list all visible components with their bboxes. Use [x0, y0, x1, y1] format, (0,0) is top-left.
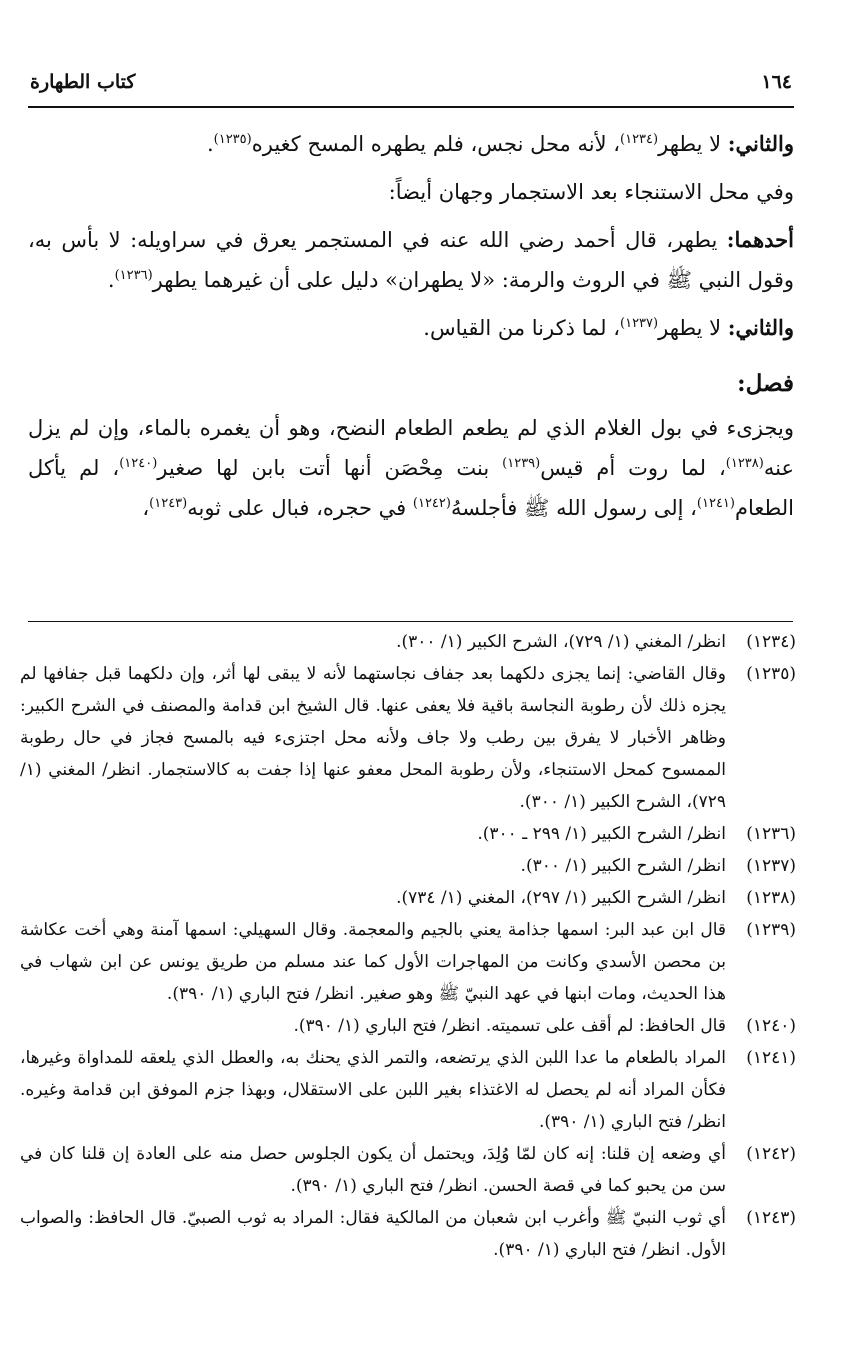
running-header: [30, 62, 792, 102]
footnote-number: (١٢٣٩): [746, 920, 796, 940]
footnote-text: انظر/ الشرح الكبير (١/ ٢٩٧)، المغني (١/ ٧٣٤).: [396, 888, 726, 908]
footnote-text: المراد بالطعام ما عدا اللبن الذي يرتضعه، والتمر الذي يحنك به، والعطل الذي يلعقه للمداواة وغيرها، فكأن المراد أنه لم يحصل له الاغتذاء بغير اللبن على الاستقلال، وبهذا جزم الموفق ابن قدامة وغيره. انظر/ فتح الباري (١/ ٣٩٠).: [20, 1048, 726, 1132]
text-run: ، لأنه محل نجس، فلم يطهره المسح كغيره: [251, 132, 621, 156]
page-number: ١٦٤: [761, 71, 792, 93]
text-run: ، لما ذكرنا من القياس.: [423, 316, 621, 340]
main-text: [28, 124, 794, 528]
text-run: ، إلى رسول الله ﷺ فأجلسهُ: [450, 496, 697, 520]
footnote-text: وقال القاضي: إنما يجزى دلكهما بعد جفاف نجاستهما لأنه لا يبقى لها أثر، وإن دلكهما قبل جفافها لم يجزه ذلك لأن رطوبة النجاسة باقية فلا يعفى عنها. قال الشيخ ابن قدامة والمصنف في الشرح الكبير: وظاهر الأخبار لا يفرق بين رطب ولا جاف ولأنه محل اجتزىء فيه بالمسح فجاز في حال رطوبة الممسوح كمحل الاستنجاء، ولأن رطوبة المحل معفو عنها إذا جفت به كالاستجمار. انظر/ المغني (١/ ٧٢٩)، الشرح الكبير (١/ ٣٠٠).: [20, 664, 726, 812]
paragraph-second-opinion: [28, 124, 794, 164]
footnote-number: (١٢٣٦): [746, 824, 796, 844]
text-run: يطهر، قال أحمد رضي الله عنه في المستجمر يعرق في سراويله: لا بأس به، وقول النبي ﷺ في الروث والرمة: «لا يطهران» دليل على أن غيرهما يطهر: [28, 228, 794, 292]
footnote-item: [20, 818, 796, 850]
footnote-item: [20, 1202, 796, 1266]
footnote-item: [20, 914, 796, 1010]
text-run: .: [107, 268, 115, 292]
footnote-text: قال ابن عبد البر: اسمها جذامة يعني بالجيم والمعجمة. وقال السهيلي: اسمها آمنة وهي أخت عكاشة بن محصن الأسدي وكانت من المهاجرات الأول كما عند مسلم من طريق يونس عن ابن شهاب في هذا الحديث، ومات ابنها في عهد النبيّ ﷺ وهو صغير. انظر/ فتح الباري (١/ ٣٩٠).: [20, 920, 726, 1004]
text-run: ، لما روت أم قيس: [540, 456, 726, 480]
footnote-item: [20, 1042, 796, 1138]
footnote-number: (١٢٤١): [746, 1048, 796, 1068]
footnote-separator: [28, 621, 793, 622]
footnote-ref[interactable]: (١٢٣٩): [502, 456, 541, 471]
footnote-ref[interactable]: (١٢٤٣): [149, 496, 188, 511]
footnote-ref[interactable]: (١٢٣٥): [213, 132, 252, 147]
footnote-text: أي وضعه إن قلنا: إنه كان لمّا وُلِدَ، ويحتمل أن يكون الجلوس حصل منه على العادة إن قلنا كان في سن من يحبو كما في قصة الحسن. انظر/ فتح الباري (١/ ٣٩٠).: [20, 1144, 726, 1196]
footnote-number: (١٢٣٥): [746, 664, 796, 684]
footnote-ref[interactable]: (١٢٤٢): [412, 496, 451, 511]
text-run: في حجره، فبال على ثوبه: [187, 496, 413, 520]
paragraph-boy-urine: [28, 408, 794, 528]
paragraph-second-view: [28, 308, 794, 348]
footnote-text: انظر/ الشرح الكبير (١/ ٢٩٩ ـ ٣٠٠).: [477, 824, 726, 844]
paragraph-istinja: وفي محل الاستنجاء بعد الاستجمار وجهان أيضاً:: [388, 180, 794, 204]
footnote-ref[interactable]: (١٢٣٧): [620, 316, 659, 331]
footnote-ref[interactable]: (١٢٣٦): [114, 268, 153, 283]
footnote-number: (١٢٣٧): [746, 856, 796, 876]
text-run: ويجزىء في بول الغلام الذي لم يطعم الطعام النضح، وهو أن يغمره بالماء، وإن لم يزل عنه: [28, 416, 794, 480]
footnote-text: انظر/ الشرح الكبير (١/ ٣٠٠).: [520, 856, 726, 876]
header-rule: [28, 106, 794, 108]
text-run: لا يطهر: [658, 132, 728, 156]
footnote-number: (١٢٣٨): [746, 888, 796, 908]
footnote-ref[interactable]: (١٢٣٤): [620, 132, 659, 147]
section-heading: فصل:: [737, 370, 794, 397]
text-run: لا يطهر: [658, 316, 728, 340]
footnote-ref[interactable]: (١٢٤٠): [119, 456, 158, 471]
text-run: .: [206, 132, 214, 156]
footnote-number: (١٢٤٣): [746, 1208, 796, 1228]
text-run: بنت مِحْصَن أنها أتت بابن لها صغير: [157, 456, 503, 480]
footnote-item: [20, 882, 796, 914]
text-run: ، لم يأكل الطعام: [28, 456, 794, 520]
text-run: ،: [142, 496, 150, 520]
footnote-item: [20, 1010, 796, 1042]
footnotes: [20, 626, 796, 1266]
footnote-item: [20, 1138, 796, 1202]
footnote-text: قال الحافظ: لم أقف على تسميته. انظر/ فتح الباري (١/ ٣٩٠).: [293, 1016, 726, 1036]
paragraph-first-view: [28, 220, 794, 300]
footnote-item: [20, 850, 796, 882]
footnote-item: [20, 658, 796, 818]
footnote-number: (١٢٤٢): [746, 1144, 796, 1164]
book-title: كتاب الطهارة: [30, 71, 136, 93]
footnote-number: (١٢٤٠): [746, 1016, 796, 1036]
footnote-text: انظر/ المغني (١/ ٧٢٩)، الشرح الكبير (١/ ٣٠٠).: [396, 632, 726, 652]
footnote-item: [20, 626, 796, 658]
footnote-number: (١٢٣٤): [746, 632, 796, 652]
lead-word: والثاني:: [727, 131, 794, 156]
footnote-text: أي ثوب النبيّ ﷺ وأغرب ابن شعبان من المالكية فقال: المراد به ثوب الصبيّ. قال الحافظ: والصواب الأول. انظر/ فتح الباري (١/ ٣٩٠).: [20, 1208, 726, 1260]
footnote-ref[interactable]: (١٢٣٨): [725, 456, 764, 471]
lead-word: أحدهما:: [726, 227, 794, 252]
footnote-ref[interactable]: (١٢٤١): [696, 496, 735, 511]
lead-word: والثاني:: [727, 315, 794, 340]
